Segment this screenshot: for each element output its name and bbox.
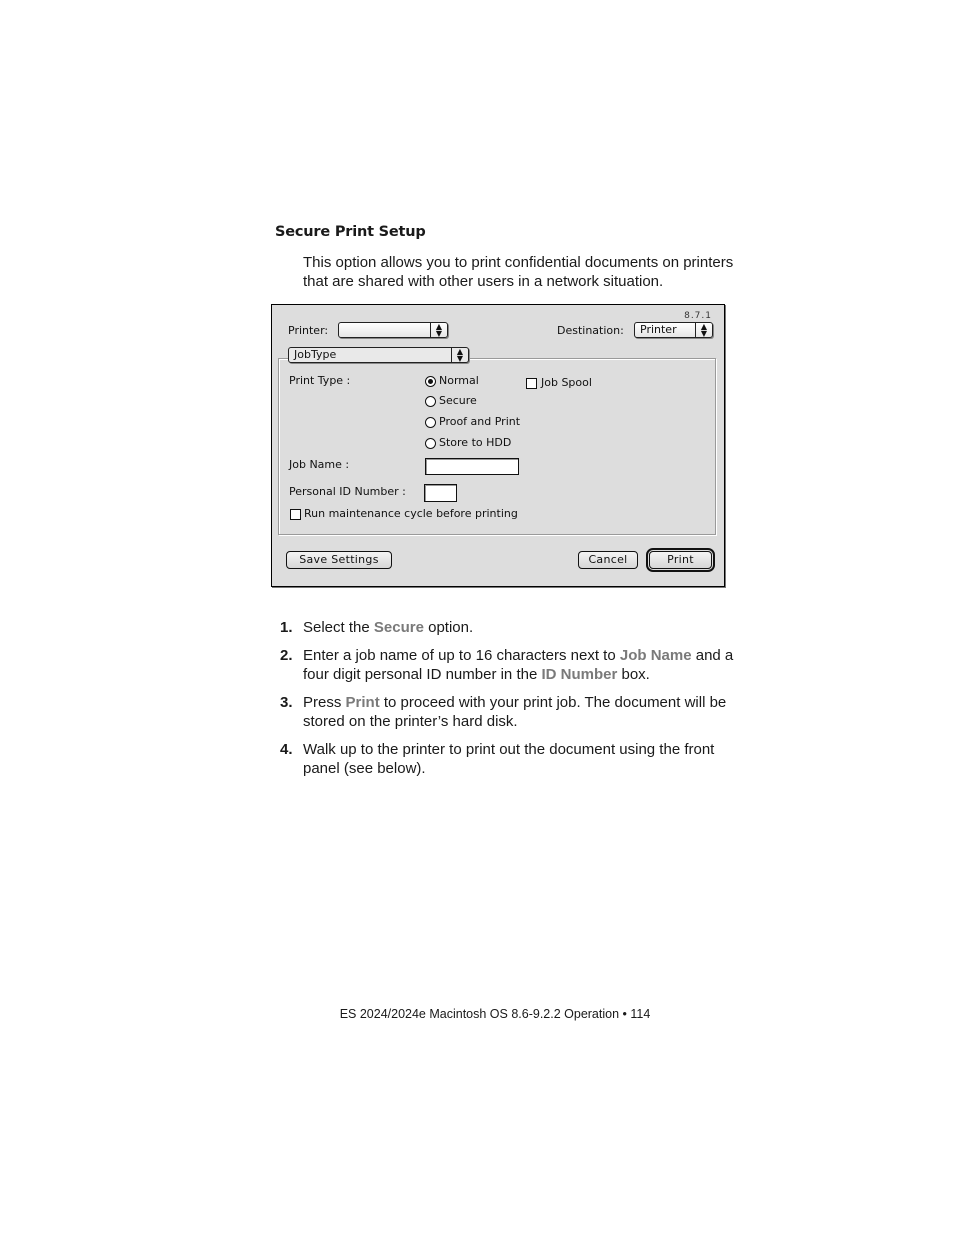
maintenance-checkbox[interactable] (290, 509, 301, 520)
list-item (280, 693, 750, 731)
step-number: 1. (280, 619, 293, 636)
radio-store-label: Store to HDD (439, 436, 512, 449)
jobtype-popup[interactable] (288, 347, 469, 363)
destination-popup-value: Printer (640, 323, 677, 336)
cancel-button[interactable]: Cancel (578, 551, 638, 569)
save-settings-button[interactable]: Save Settings (286, 551, 392, 569)
radio-proof-and-print[interactable] (425, 417, 436, 428)
maintenance-label: Run maintenance cycle before printing (304, 507, 518, 520)
popup-arrows-icon: ▲ ▼ (451, 348, 468, 362)
popup-arrows-icon: ▲ ▼ (430, 323, 447, 337)
intro-paragraph: This option allows you to print confidential documents on printers that are shared with other users in a network situation. (303, 254, 734, 290)
step-number: 3. (280, 694, 293, 711)
radio-secure[interactable] (425, 396, 436, 407)
list-item (280, 618, 750, 637)
list-item (280, 740, 750, 778)
steps-list (280, 618, 750, 787)
radio-normal[interactable] (425, 376, 436, 387)
step-text: Walk up to the printer to print out the document using the front panel (see below). (303, 741, 715, 777)
print-dialog (271, 304, 725, 587)
radio-store-to-hdd[interactable] (425, 438, 436, 449)
step-number: 4. (280, 741, 293, 758)
step-text: Select the (303, 619, 374, 636)
step-text: to proceed with your print job. The document will be stored on the printer’s hard disk. (303, 694, 727, 730)
list-item (280, 646, 750, 684)
popup-arrows-icon: ▲ ▼ (695, 323, 712, 337)
version-label: 8.7.1 (684, 311, 712, 321)
step-number: 2. (280, 647, 293, 664)
section-heading: Secure Print Setup (275, 224, 426, 240)
step-text: and a four digit personal ID number in the (303, 647, 734, 683)
destination-label: Destination: (557, 324, 624, 337)
step-text: Enter a job name of up to 16 characters next to (303, 647, 620, 664)
step-text: Press (303, 694, 346, 711)
jobtype-popup-value: JobType (294, 348, 337, 361)
pin-label: Personal ID Number : (289, 485, 406, 498)
page-footer: ES 2024/2024e Macintosh OS 8.6-9.2.2 Operation • 114 (339, 1007, 651, 1021)
step-keyword: ID Number (541, 666, 618, 683)
step-text: option. (423, 619, 474, 636)
radio-secure-label: Secure (439, 394, 477, 407)
step-keyword: Print (345, 694, 380, 711)
job-name-label: Job Name : (289, 458, 350, 471)
job-name-input[interactable] (425, 458, 519, 475)
step-text: box. (617, 666, 650, 683)
radio-normal-label: Normal (439, 374, 479, 387)
step-keyword: Secure (373, 619, 424, 636)
destination-popup[interactable] (634, 322, 713, 338)
print-type-label: Print Type : (289, 374, 351, 387)
print-button[interactable]: Print (649, 551, 712, 569)
printer-popup[interactable] (338, 322, 448, 338)
radio-proof-label: Proof and Print (439, 415, 521, 428)
printer-label: Printer: (288, 324, 329, 337)
job-spool-checkbox[interactable] (526, 378, 537, 389)
job-spool-label: Job Spool (541, 376, 592, 389)
step-keyword: Job Name (619, 647, 692, 664)
pin-input[interactable] (424, 484, 457, 502)
